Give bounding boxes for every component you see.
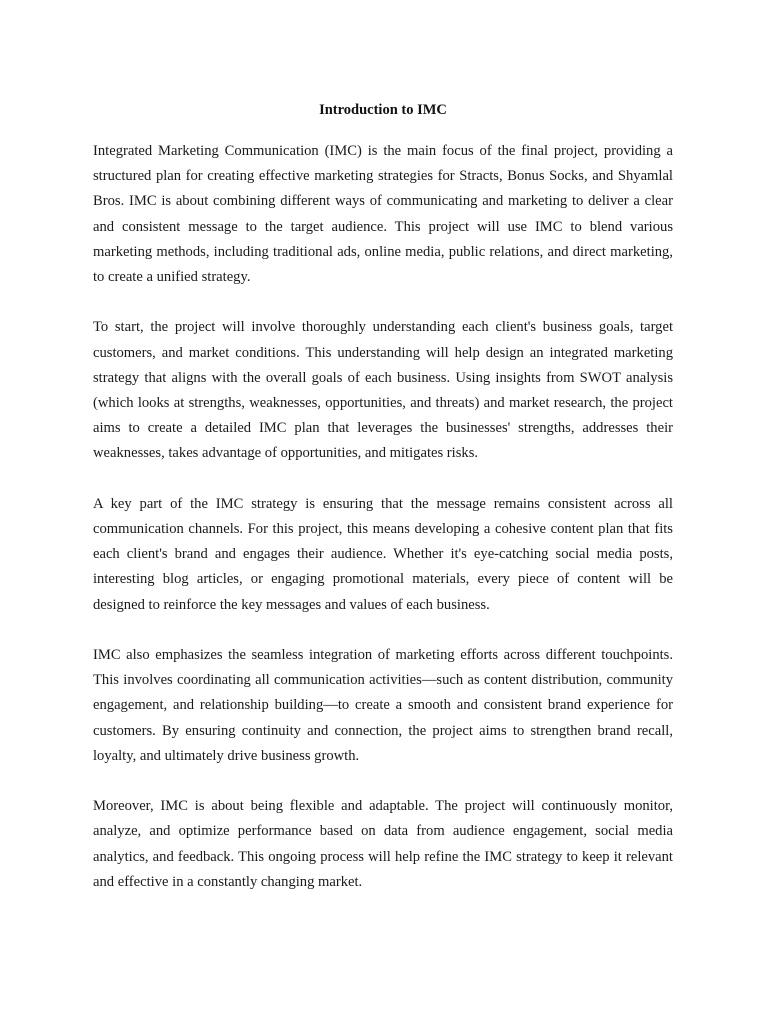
- paragraph-2: To start, the project will involve thoroughly understanding each client's business goals, target customers, and market conditions. This understanding will help design an integrated marketing strategy that aligns with the overall goals of each business. Using insights from SWOT analysis (which looks at strengths, weaknesses, opportunities, and threats) and market research, the project aims to create a detailed IMC plan that leverages the businesses' strengths, addresses their weaknesses, takes advantage of opportunities, and mitigates risks.: [93, 319, 673, 462]
- document-body: [93, 139, 673, 920]
- paragraph-5: Moreover, IMC is about being flexible and adaptable. The project will continuously monitor, analyze, and optimize performance based on data from audience engagement, social media analytics, and feedback. This ongoing process will help refine the IMC strategy to keep it relevant and effective in a constantly changing market.: [93, 798, 673, 890]
- paragraph-3: A key part of the IMC strategy is ensuring that the message remains consistent across all communication channels. For this project, this means developing a cohesive content plan that fits each client's brand and engages their audience. Whether it's eye-catching social media posts, interesting blog articles, or engaging promotional materials, every piece of content will be designed to reinforce the key messages and values of each business.: [93, 495, 673, 613]
- paragraph-4: IMC also emphasizes the seamless integration of marketing efforts across different touchpoints. This involves coordinating all communication activities—such as content distribution, community engagement, and relationship building—to create a smooth and consistent brand experience for customers. By ensuring continuity and connection, the project aims to strengthen brand recall, loyalty, and ultimately drive business growth.: [93, 647, 673, 764]
- paragraph-1: Integrated Marketing Communication (IMC) is the main focus of the final project, providing a structured plan for creating effective marketing strategies for Stracts, Bonus Socks, and Shyamlal Bros. IMC is about combining different ways of communicating and marketing to deliver a clear and consistent message to the target audience. This project will use IMC to blend various marketing methods, including traditional ads, online media, public relations, and direct marketing, to create a unified strategy.: [93, 143, 673, 286]
- page-title: Introduction to IMC: [319, 102, 447, 118]
